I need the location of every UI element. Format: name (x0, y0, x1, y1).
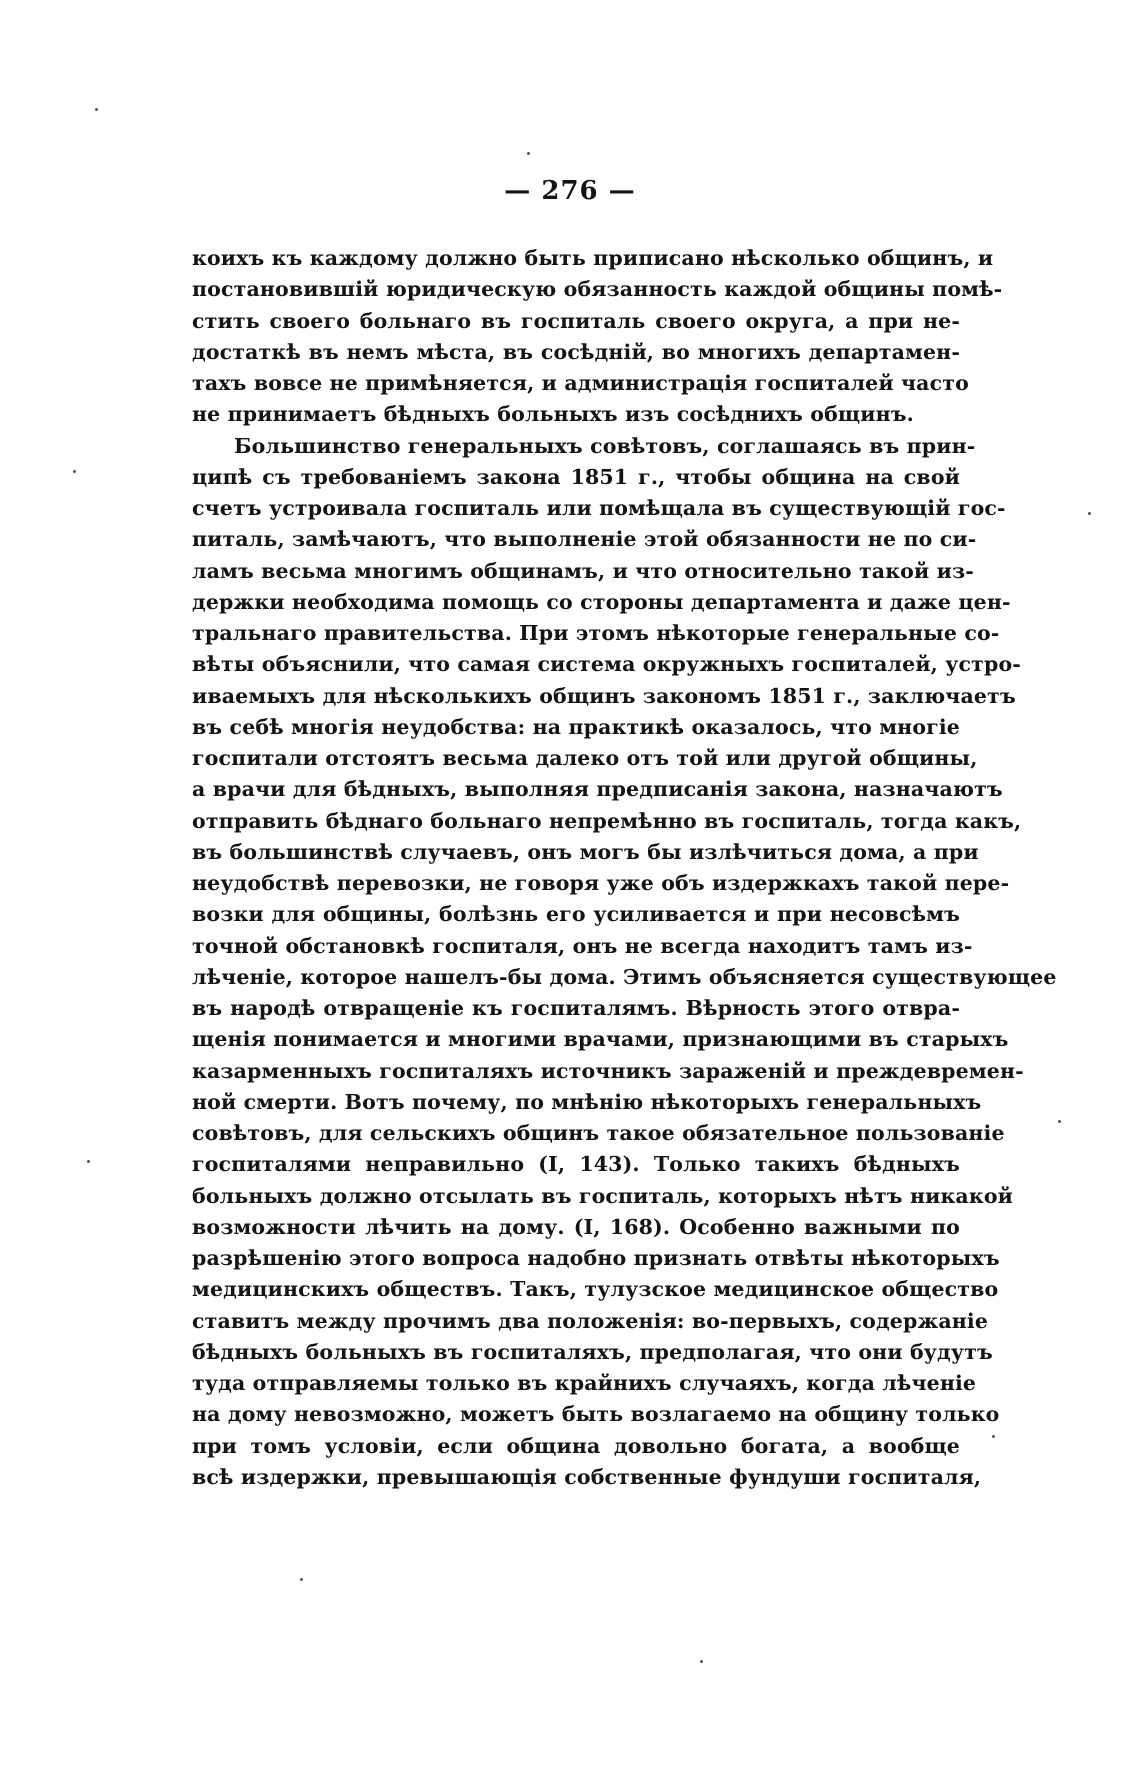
text-line: ламъ весьма многимъ общинамъ, и что относительно такой из- (192, 558, 974, 583)
text-line: достаткѣ въ немъ мѣста, въ сосѣдній, во многихъ департамен- (192, 339, 960, 364)
scan-speck (527, 152, 530, 155)
text-line: при томъ условіи, если община довольно богата, а вообще (192, 1433, 960, 1458)
text-line: вѣты объяснили, что самая система окружныхъ госпиталей, устро- (192, 652, 1021, 677)
scan-speck (87, 1160, 90, 1163)
scan-speck (73, 470, 76, 473)
text-line: въ народѣ отвращеніе къ госпиталямъ. Вѣрность этого отвра- (192, 996, 960, 1020)
text-line: лѣченіе, которое нашелъ-бы дома. Этимъ объясняется существующее (192, 964, 1057, 989)
page-number: — 276 — (504, 176, 636, 206)
text-line: тахъ вовсе не примѣняется, и администрація госпиталей часто (192, 371, 969, 395)
body-text (192, 243, 1057, 1493)
text-line: держки необходима помощь со стороны департамента и даже цен- (192, 589, 1011, 614)
text-line: бѣдныхъ больныхъ въ госпиталяхъ, предполагая, что они будутъ (192, 1339, 993, 1364)
text-line: Большинство генеральныхъ совѣтовъ, соглашаясь въ прин- (234, 433, 976, 458)
scan-speck (992, 1435, 995, 1438)
text-line: разрѣшенію этого вопроса надобно признать отвѣты нѣкоторыхъ (192, 1246, 1000, 1270)
text-line: госпиталями неправильно (I, 143). Только такихъ бѣдныхъ (192, 1152, 960, 1177)
text-line: иваемыхъ для нѣсколькихъ общинъ закономъ 1851 г., заключаетъ (192, 683, 1016, 708)
text-line: возможности лѣчить на дому. (I, 168). Особенно важными по (192, 1214, 960, 1239)
text-line: ставитъ между прочимъ два положенія: во-первыхъ, содержаніе (192, 1308, 989, 1333)
text-line: а врачи для бѣдныхъ, выполняя предписанія закона, назначаютъ (192, 777, 1003, 802)
text-line: совѣтовъ, для сельскихъ общинъ такое обязательное пользованіе (192, 1121, 1005, 1145)
text-line: счетъ устроивала госпиталь или помѣщала въ существующій гос- (192, 496, 1006, 520)
scan-speck (95, 108, 98, 111)
text-line: на дому невозможно, можетъ быть возлагаемо на общину только (192, 1402, 1000, 1427)
scan-speck (700, 1660, 703, 1663)
text-line: коихъ къ каждому должно быть приписано нѣсколько общинъ, и (192, 246, 994, 270)
scan-speck (1058, 1120, 1061, 1123)
text-line: въ себѣ многія неудобства: на практикѣ оказалось, что многіе (192, 714, 961, 739)
text-line: ной смерти. Вотъ почему, по мнѣнію нѣкоторыхъ генеральныхъ (192, 1089, 982, 1114)
scan-speck (1088, 512, 1091, 515)
text-line: возки для общины, болѣзнь его усиливается и при несовсѣмъ (192, 902, 960, 927)
text-line: питаль, замѣчаютъ, что выполненіе этой обязанности не по си- (192, 527, 977, 552)
text-line: казарменныхъ госпиталяхъ источникъ зараженій и преждевремен- (192, 1058, 1024, 1083)
text-line: тральнаго правительства. При этомъ нѣкоторые генеральные со- (192, 621, 1000, 645)
text-line: постановившій юридическую обязанность каждой общины помѣ- (192, 277, 1003, 302)
scan-speck (300, 1578, 303, 1581)
text-line: туда отправляемы только въ крайнихъ случаяхъ, когда лѣченіе (192, 1371, 977, 1395)
text-line: щенія понимается и многими врачами, признающими въ старыхъ (192, 1027, 1009, 1052)
text-line: точной обстановкѣ госпиталя, онъ не всегда находитъ тамъ из- (192, 933, 973, 958)
text-line: въ большинствѣ случаевъ, онъ могъ бы излѣчиться дома, а при (192, 839, 979, 864)
text-line: отправить бѣднаго больнаго непремѣнно въ госпиталь, тогда какъ, (192, 808, 1022, 833)
text-line: стить своего больнаго въ госпиталь своего округа, а при не- (192, 308, 960, 333)
text-line: медицинскихъ обществъ. Такъ, тулузское медицинское общество (192, 1277, 999, 1302)
text-line: не принимаетъ бѣдныхъ больныхъ изъ сосѣднихъ общинъ. (192, 402, 914, 427)
text-line: неудобствѣ перевозки, не говоря уже объ издержкахъ такой пере- (192, 871, 1010, 895)
text-line: ципѣ съ требованіемъ закона 1851 г., чтобы община на свой (192, 464, 960, 489)
text-line: всѣ издержки, превышающія собственные фундуши госпиталя, (192, 1464, 982, 1489)
text-line: госпитали отстоятъ весьма далеко отъ той или другой общины, (192, 746, 978, 770)
text-line: больныхъ должно отсылать въ госпиталь, которыхъ нѣтъ никакой (192, 1183, 1014, 1208)
